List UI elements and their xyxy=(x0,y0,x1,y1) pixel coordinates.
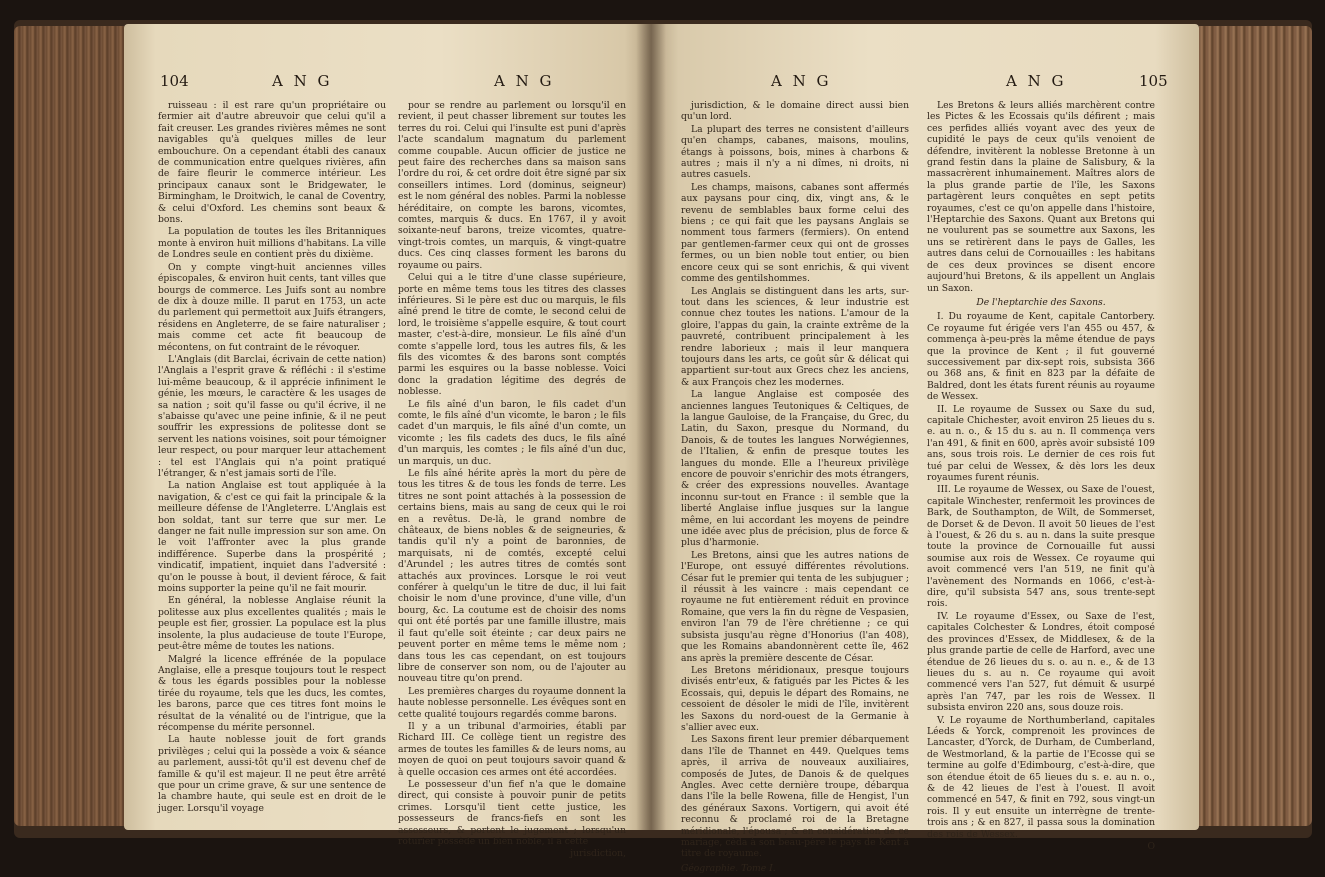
paragraph: Les Bretons & leurs alliés marchèrent contre les Pictes & les Ecossais qu'ils défirent ; mais ces perfides alliés voyant avec des yeux de cupidité le pays de ceux qu'ils venoient de défendre, invitèrent la noblesse Bretonne à un grand festin dans la plaine de Salisbury, & la massacrèrent inhumainement. Maîtres alors de la plus grande partie de l'île, les Saxons partagèrent leurs conquêtes en sept petits royaumes, c'est ce qu'on appelle dans l'histoire, l'Heptarchie des Saxons. Quant aux Bretons qui ne voulurent pas se soumettre aux Saxons, les uns se retirèrent dans le pays de Galles, les autres dans celui de Cornouailles : les habitans de ces deux provinces se disent encore aujourd'hui Bretons, & ils appellent un Anglais un Saxon. xyxy=(927,100,1155,294)
paragraph: pour se rendre au parlement ou lorsqu'il en revient, il peut chasser librement sur toutes les terres du roi. Celui qui l'insulte est puni d'après l'acte scandalum magnatum du parlement comme coupable. Aucun officier de justice ne peut faire des recherches dans sa maison sans l'ordre du roi, & cet ordre doit être signé par six conseillers intimes. Lord (dominus, seigneur) est le nom général des nobles. Parmi la noblesse héréditaire, on compte les barons, vicomtes, comtes, marquis & ducs. En 1767, il y avoit soixante-neuf barons, treize vicomtes, quatre-vingt-trois comtes, un marquis, & vingt-quatre ducs. Ces cinq classes forment les barons du royaume ou pairs. xyxy=(398,100,626,271)
section-heading: De l'heptarchie des Saxons. xyxy=(976,296,1106,308)
paragraph: III. Le royaume de Wessex, ou Saxe de l'ouest, capitale Winchester, renfermoit les provinces de Bark, de Southampton, de Wilt, de Sommerset, de Dorset & de Devon. Il avoit 50 lieues de l'est à l'ouest, & 26 du s. au n. dans la suite presque toute la province de Cornouaille fut aussi soumise aux rois de Wessex. Ce royaume qui avoit commencé vers l'an 519, ne finit qu'à l'avènement des Normands en 1066, c'est-à-dire, qu'il subsista 547 ans, sous trente-sept rois. xyxy=(927,484,1155,610)
paragraph: Le fils aîné d'un baron, le fils cadet d'un comte, le fils aîné d'un vicomte, le baron ; le fils cadet d'un marquis, le fils aîné d'un comte, un vicomte ; les fils cadets des ducs, le fils aîné d'un marquis, les comtes ; le fils aîné d'un duc, un marquis, un duc. xyxy=(398,398,626,467)
paragraph: Les premières charges du royaume donnent la haute noblesse personnelle. Les évêques sont en cette qualité toujours regardés comme barons. xyxy=(398,685,626,720)
paragraph: Les Bretons, ainsi que les autres nations de l'Europe, ont essuyé différentes révolutions. César fut le premier qui tenta de les subjuguer ; il réussit à les vaincre : mais cependant ce royaume ne fut entièrement réduit en province Romaine, que vers la fin du règne de Vespasien, environ l'an 79 de l'ère chrétienne ; ce qui subsista jusqu'au règne d'Honorius (l'an 408), que les Romains abandonnèrent cette île, 462 ans après la première descente de César. xyxy=(681,549,909,664)
paragraph: La langue Anglaise est composée des anciennes langues Teutoniques & Celtiques, de la langue Gauloise, de la Française, du Grec, du Latin, du Saxon, presque du Normand, du Danois, & de toutes les langues Norwégiennes, de l'Italien, & enfin de presque toutes les langues du monde. Elle a l'heureux privilège encore de pouvoir s'enrichir des mots étrangers, & créer des expressions nouvelles. Avantage inconnu sur-tout en France : il semble que la liberté Anglaise influe jusques sur la langue même, en lui accordant les moyens de peindre une idée avec plus de précision, plus de force & plus d'harmonie. xyxy=(681,389,909,549)
right-page-column-2 xyxy=(927,100,1155,853)
left-page-column-2 xyxy=(398,100,626,861)
paragraph: L'Anglais (dit Barclai, écrivain de cette nation) l'Anglais a l'esprit grave & réfléchi : il s'estime lui-même beaucoup, & il apprécie infiniment le génie, les mœurs, le caractère & les usages de sa nation ; soit qu'il fasse ou qu'il écrive, il ne s'abaisse qu'avec une peine infinie, & il ne peut souffrir les expressions de politesse dont se servent les nations voisines, soit pour témoigner leur respect, ou pour marquer leur attachement : tel est l'Anglais qui n'a point pratiqué l'étranger, & n'est jamais sorti de l'île. xyxy=(158,353,387,479)
paragraph: Malgré la licence effrénée de la populace Anglaise, elle a presque toujours tout le respect & tous les égards possibles pour la noblesse tirée du royaume, tels que les ducs, les comtes, les barons, parce que ces titres font moins le résultat de la vénalité ou de l'intrigue, que la récompense du mérite personnel. xyxy=(158,653,386,733)
signature-line: Géographie. Tome I. xyxy=(681,862,776,874)
paragraph: La nation Anglaise est tout appliquée à la navigation, & c'est ce qui fait la principale & la meilleure défense de l'Angleterre. L'Anglais est bon soldat, tant sur terre que sur mer. Le danger ne fait nulle impression sur son ame. On le voit l'affronter avec la plus grande indifférence. Superbe dans la prospérité ; vindicatif, impatient, inquiet dans l'adversité : qu'on le pousse à bout, il devient féroce, & fait moins supporter la peine qu'il ne fait mourir. xyxy=(158,480,386,595)
paragraph: On y compte vingt-huit anciennes villes épiscopales, & environ huit cents, tant villes que bourgs de commerce. Les Juifs sont au nombre de dix à douze mille. Il parut en 1753, un acte du parlement qui permettoit aux Juifs étrangers, résidens en Angleterre, de se faire naturaliser ; mais comme cet acte fit beaucoup de mécontens, on fut contraint de le révoquer. xyxy=(158,261,386,353)
paragraph: II. Le royaume de Sussex ou Saxe du sud, capitale Chichester, avoit environ 25 lieues du s. e. au n. o., & 15 du s. au n. Il commença vers l'an 491, & finit en 600, après avoir subsisté 109 ans, sous trois rois. Le dernier de ces rois fut tué par celui de Wessex, & dès lors les deux royaumes furent réunis. xyxy=(927,403,1155,483)
paragraph: I. Du royaume de Kent, capitale Cantorbery. Ce royaume fut érigée vers l'an 455 ou 457, & commença à-peu-près la même étendue de pays que la province de Kent ; il fut gouverné successivement par dix-sept rois, subsista 366 ou 368 ans, & finit en 823 par la défaite de Baldred, dont les états furent réunis au royaume de Wessex. xyxy=(927,311,1155,403)
paragraph: Le possesseur d'un fief n'a que le domaine direct, qui consiste à pouvoir punir de petits crimes. Lorsqu'il tient cette justice, les possesseurs de francs-fiefs en sont les assesseurs, & portent le jugement ; lorsqu'un roturier possède un bien noble, il a cette xyxy=(398,778,626,847)
running-head-left-col2: A N G xyxy=(494,72,555,90)
left-page-column-1 xyxy=(158,100,386,815)
catchword: O xyxy=(1147,841,1155,852)
paragraph: jurisdiction, & le domaine direct aussi bien qu'un lord. xyxy=(681,100,909,123)
paragraph: Il y a un tribunal d'armoiries, établi par Richard III. Ce collège tient un registre des armes de toutes les familles & de leurs noms, au moyen de quoi on peut toujours savoir quand & à quelle occasion ces armes ont été accordées. xyxy=(398,720,626,778)
book-gutter xyxy=(636,24,666,830)
paragraph: La plupart des terres ne consistent d'ailleurs qu'en champs, cabanes, maisons, moulins, étangs à poissons, bois, mines à charbons & autres ; mais il n'y a ni dîmes, ni droits, ni autres casuels. xyxy=(681,123,909,181)
paragraph: La haute noblesse jouit de fort grands privilèges ; celui qui la possède a voix & séance au parlement, aussi-tôt qu'il est devenu chef de famille & qu'il est majeur. Il ne peut être arrêté que pour un crime grave, & sur une sentence de la chambre haute, qui seule est en droit de le juger. Lorsqu'il voyage xyxy=(158,734,386,814)
left-page xyxy=(124,24,651,860)
running-head-left-col1: A N G xyxy=(272,72,333,90)
paragraph: En général, la noblesse Anglaise réunit la politesse aux plus excellentes qualités ; mais le peuple est fier, grossier. La populace est la plus insolente, la plus audacieuse de toute l'Europe, peut-être même de toutes les nations. xyxy=(158,595,386,653)
page-number-left: 104 xyxy=(160,72,189,90)
paragraph: Le fils aîné hérite après la mort du père de tous les titres & de tous les fonds de terre. Les titres ne sont point attachés à la possession de certains biens, mais au sang de ceux qui le roi en a revêtus. De-là, le grand nombre de châteaux, de biens nobles & de seigneuries, & tandis qu'il n'y a point de baronnies, de marquisats, ni de comtés, excepté celui d'Arundel ; les autres titres de comtés sont attachés aux provinces. Lorsque le roi veut conférer à quelqu'un le titre de duc, il lui fait choisir le nom d'une province, d'une ville, d'un bourg, &c. La coutume est de choisir des noms qui ont été portés par une famille illustre, mais il faut qu'elle soit éteinte ; car deux pairs ne peuvent porter en même tems le même nom ; dans tous les cas cependant, on est toujours libre de conserver son nom, ou de l'ajouter au nouveau titre qu'on prend. xyxy=(398,468,626,685)
paragraph: Celui qui a le titre d'une classe supérieure, porte en même tems tous les titres des classes inférieures. Si le père est duc ou marquis, le fils aîné prend le titre de comte, le second celui de lord, le troisième s'appelle esquire, & tout court master, c'est-à-dire, monsieur. Le fils aîné d'un comte s'appelle lord, tous les autres fils, & les fils des vicomtes & des barons sont comptés parmi les esquires ou la basse noblesse. Voici donc la gradation légitime des degrés de noblesse. xyxy=(398,272,626,398)
right-page-edges xyxy=(1199,26,1312,826)
paragraph: V. Le royaume de Northumberland, capitales Léeds & Yorck, comprenoit les provinces de Lancaster, d'Yorck, de Durham, de Cumberland, de Westmorland, & la partie de l'Ecosse qui se termine au golfe d'Edimbourg, c'est-à-dire, que son étendue étoit de 65 lieues du s. e. au n. o., & de 42 lieues de l'est à l'ouest. Il avoit commencé en 547, & finit en 792, sous vingt-un rois. Il y eut ensuite un interrègne de trente-trois ans ; & en 827, il passa sous la domination des rois de Wessex. xyxy=(927,714,1155,840)
open-book xyxy=(14,20,1312,874)
right-page xyxy=(651,24,1199,874)
running-head-right-col1: A N G xyxy=(771,72,832,90)
paragraph: IV. Le royaume d'Essex, ou Saxe de l'est, capitales Colchester & Londres, étoit composé des provinces d'Essex, de Middlesex, & de la plus grande partie de celle de Harford, avec une étendue de 26 lieues du s. o. au n. e., & de 13 lieues du s. au n. Ce royaume qui avoit commencé vers l'an 527, fut démuit & usurpé après l'an 747, par les rois de Wessex. Il subsista environ 220 ans, sous douze rois. xyxy=(927,610,1155,714)
right-page-column-1 xyxy=(681,100,909,877)
paragraph: Les Saxons firent leur premier débarquement dans l'île de Thannet en 449. Quelques tems après, il arriva de nouveaux auxiliaires, composés de Jutes, de Danois & de quelques Angles. Avec cette dernière troupe, débarqua dans l'île la belle Rowena, fille de Hengist, l'un des généraux Saxons. Vortigern, qui avoit été reconnu & proclamé roi de la Bretagne méridionale, l'épousa ; & en considération de ce mariage, céda à son beau-père le pays de Kent à titre de royaume. xyxy=(681,734,909,860)
left-page-edges xyxy=(14,26,124,826)
paragraph: ruisseau : il est rare qu'un propriétaire ou fermier ait d'autre abreuvoir que celui qu'il a fait creuser. Les grandes rivières mêmes ne sont navigables qu'à quelques milles de leur embouchure. On a cependant établi des canaux de communication entre quelques rivières, afin de faire fleurir le commerce intérieur. Les principaux canaux sont le Bridgewater, le Birmingham, le Droitwich, le canal de Coventry, & celui d'Oxford. Les chemins sont beaux & bons. xyxy=(158,100,386,226)
page-number-right: 105 xyxy=(1139,72,1168,90)
running-head-right-col2: A N G xyxy=(1006,72,1067,90)
catchword: jurisdiction, xyxy=(570,848,626,860)
paragraph: Les champs, maisons, cabanes sont affermés aux paysans pour cinq, dix, vingt ans, & le revenu de semblables baux forme celui des biens ; ce qui fait que les paysans Anglais se nomment tous farmers (fermiers). On entend par gentlemen-farmer ceux qui ont de grosses fermes, ou un bien noble tout entier, ou bien encore ceux qui se sont enrichis, & qui vivent comme des gentilshommes. xyxy=(681,181,909,285)
paragraph: La population de toutes les îles Britanniques monte à environ huit millions d'habitans. La ville de Londres seule en contient près du dixième. xyxy=(158,226,386,261)
paragraph: Les Bretons méridionaux, presque toujours divisés entr'eux, & fatigués par les Pictes & les Ecossais, qui, depuis le départ des Romains, ne cessoient de désoler le midi de l'île, invitèrent les Saxons du nord-ouest de la Germanie à s'allier avec eux. xyxy=(681,664,909,733)
paragraph: Les Anglais se distinguent dans les arts, sur-tout dans les sciences, & leur industrie est connue chez toutes les nations. L'amour de la gloire, l'appas du gain, la crainte extrême de la pauvreté, contribuent principalement à les rendre laborieux ; mais il leur manquera toujours dans les arts, ce goût sûr & délicat qui appartient sur-tout aux Grecs chez les anciens, & aux François chez les modernes. xyxy=(681,285,909,388)
